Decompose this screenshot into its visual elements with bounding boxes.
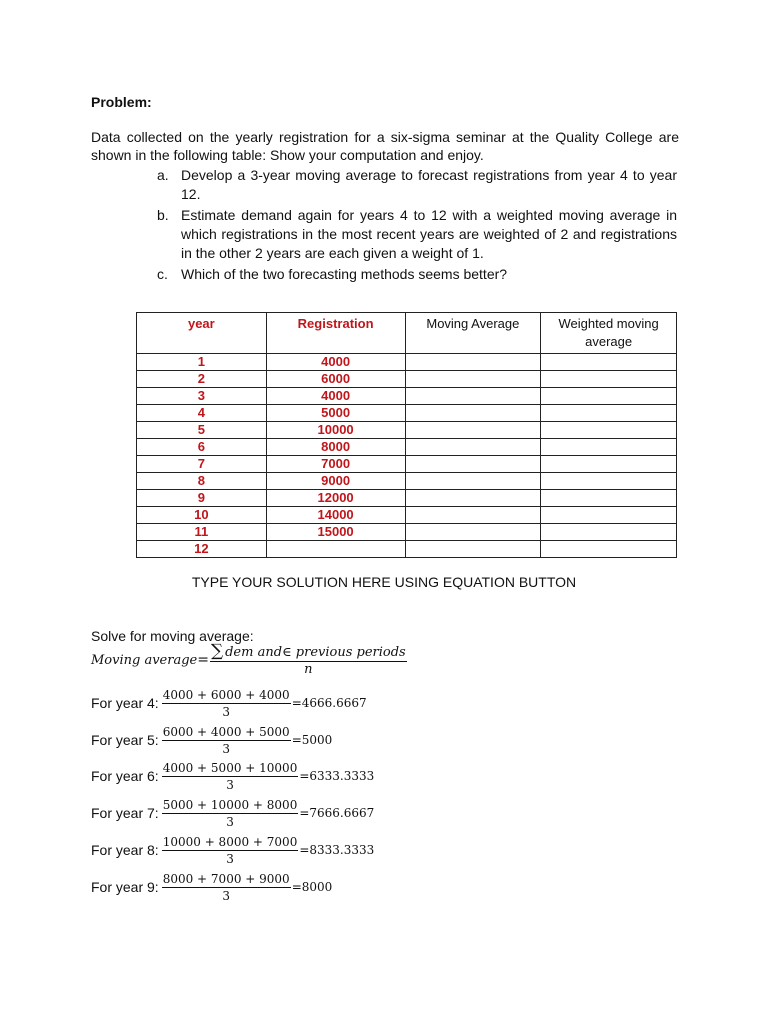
calc-result: =5000 [291,733,333,747]
year-label: For year 7: [91,805,159,821]
table-row [137,439,677,456]
weighted-moving-average-cell [541,371,677,388]
year-label: For year 5: [91,732,159,748]
weighted-moving-average-cell [541,456,677,473]
weighted-moving-average-cell [541,541,677,558]
header-registration: Registration [266,313,405,354]
calc-denominator: 3 [226,851,234,866]
year-cell: 5 [137,422,267,439]
weighted-moving-average-cell [541,524,677,541]
registration-cell: 6000 [266,371,405,388]
moving-average-formula [91,642,408,678]
moving-average-cell [405,371,541,388]
task-item [157,166,677,204]
moving-average-cell [405,541,541,558]
registration-table [136,312,677,558]
year-cell: 1 [137,354,267,371]
registration-cell: 5000 [266,405,405,422]
weighted-moving-average-cell [541,439,677,456]
year-cell: 11 [137,524,267,541]
header-weighted-moving-average: Weighted moving average [541,313,677,354]
weighted-moving-average-cell [541,490,677,507]
moving-average-cell [405,473,541,490]
task-item [157,265,677,284]
calc-numerator: 5000 + 10000 + 8000 [162,797,298,812]
year-cell: 8 [137,473,267,490]
problem-intro [91,128,679,164]
task-marker: b. [157,207,169,223]
problem-heading: Problem: [91,94,152,110]
moving-average-cell [405,388,541,405]
table-body [137,354,677,558]
year-cell: 7 [137,456,267,473]
formula-numerator [210,640,407,662]
registration-cell: 8000 [266,439,405,456]
moving-average-cell [405,405,541,422]
year-calculation-row [91,795,374,831]
year-calculation-row [91,869,332,905]
table-row [137,388,677,405]
moving-average-cell [405,456,541,473]
table-row [137,456,677,473]
registration-cell: 14000 [266,507,405,524]
calc-result: =8000 [291,880,333,894]
solve-label: Solve for moving average: [91,628,254,644]
year-cell: 10 [137,507,267,524]
formula-lhs: Moving average [91,652,198,668]
calc-result: =6333.3333 [299,769,375,783]
header-moving-average: Moving Average [405,313,541,354]
task-text: Which of the two forecasting methods seems better? [181,266,508,282]
registration-cell: 4000 [266,388,405,405]
moving-average-cell [405,524,541,541]
calc-fraction [162,724,291,757]
weighted-moving-average-cell [541,388,677,405]
year-label: For year 9: [91,879,159,895]
calc-result: =7666.6667 [299,806,375,820]
calc-numerator: 4000 + 6000 + 4000 [162,687,290,702]
weighted-moving-average-cell [541,405,677,422]
calc-numerator: 6000 + 4000 + 5000 [162,724,290,739]
calc-result: =4666.6667 [291,696,367,710]
calc-denominator: 3 [226,814,234,829]
table-header-row [137,313,677,354]
weighted-moving-average-cell [541,473,677,490]
registration-cell: 15000 [266,524,405,541]
registration-cell: 4000 [266,354,405,371]
weighted-moving-average-cell [541,507,677,524]
year-cell: 9 [137,490,267,507]
calc-numerator: 8000 + 7000 + 9000 [162,871,290,886]
moving-average-cell [405,422,541,439]
formula-denominator: n [304,661,313,677]
year-cell: 2 [137,371,267,388]
year-calculation-row [91,685,367,721]
formula-numerator-text: dem and∈ previous periods [225,644,406,660]
year-label: For year 6: [91,768,159,784]
weighted-moving-average-cell [541,422,677,439]
sigma-symbol: ∑ [210,640,224,661]
calc-denominator: 3 [222,704,231,719]
calc-fraction [162,760,299,793]
calc-fraction [162,797,299,830]
year-cell: 12 [137,541,267,558]
table-row [137,473,677,490]
year-calculation-row [91,832,374,868]
task-item [157,206,677,263]
solution-instruction: TYPE YOUR SOLUTION HERE USING EQUATION BUTTON [191,574,577,590]
table-row [137,541,677,558]
table-row [137,371,677,388]
year-cell: 6 [137,439,267,456]
table-row [137,422,677,439]
calc-denominator: 3 [222,888,231,903]
registration-cell: 9000 [266,473,405,490]
table-row [137,354,677,371]
weighted-moving-average-cell [541,354,677,371]
calc-fraction [162,871,291,904]
registration-cell: 12000 [266,490,405,507]
year-calculation-row [91,722,332,758]
calc-fraction [162,834,299,867]
task-list [157,166,677,286]
moving-average-cell [405,354,541,371]
table-row [137,405,677,422]
task-text: Estimate demand again for years 4 to 12 with a weighted moving average in which registrations in the most recent years are weighted of 2 and registrations in the other 2 years are each given a weight of 1. [181,207,677,261]
calc-denominator: 3 [226,777,234,792]
year-cell: 4 [137,405,267,422]
task-text: Develop a 3-year moving average to forecast registrations from year 4 to year 12. [181,167,677,202]
moving-average-cell [405,439,541,456]
calc-denominator: 3 [222,741,231,756]
year-label: For year 4: [91,695,159,711]
calc-numerator: 4000 + 5000 + 10000 [162,760,298,775]
moving-average-cell [405,507,541,524]
intro-text: Data collected on the yearly registration for a six-sigma seminar at the Quality College are shown in the following table: Show your computation and enjoy. [91,129,679,163]
calc-numerator: 10000 + 8000 + 7000 [162,834,298,849]
registration-cell: 10000 [266,422,405,439]
year-calculation-row [91,758,374,794]
calc-result: =8333.3333 [299,843,375,857]
formula-fraction [210,640,407,678]
header-year: year [137,313,267,354]
task-marker: a. [157,167,169,183]
table-row [137,507,677,524]
registration-cell [266,541,405,558]
formula-equals: = [197,652,209,668]
year-cell: 3 [137,388,267,405]
calc-fraction [162,687,291,720]
year-label: For year 8: [91,842,159,858]
table-row [137,490,677,507]
task-marker: c. [157,266,168,282]
table-row [137,524,677,541]
registration-cell: 7000 [266,456,405,473]
moving-average-cell [405,490,541,507]
